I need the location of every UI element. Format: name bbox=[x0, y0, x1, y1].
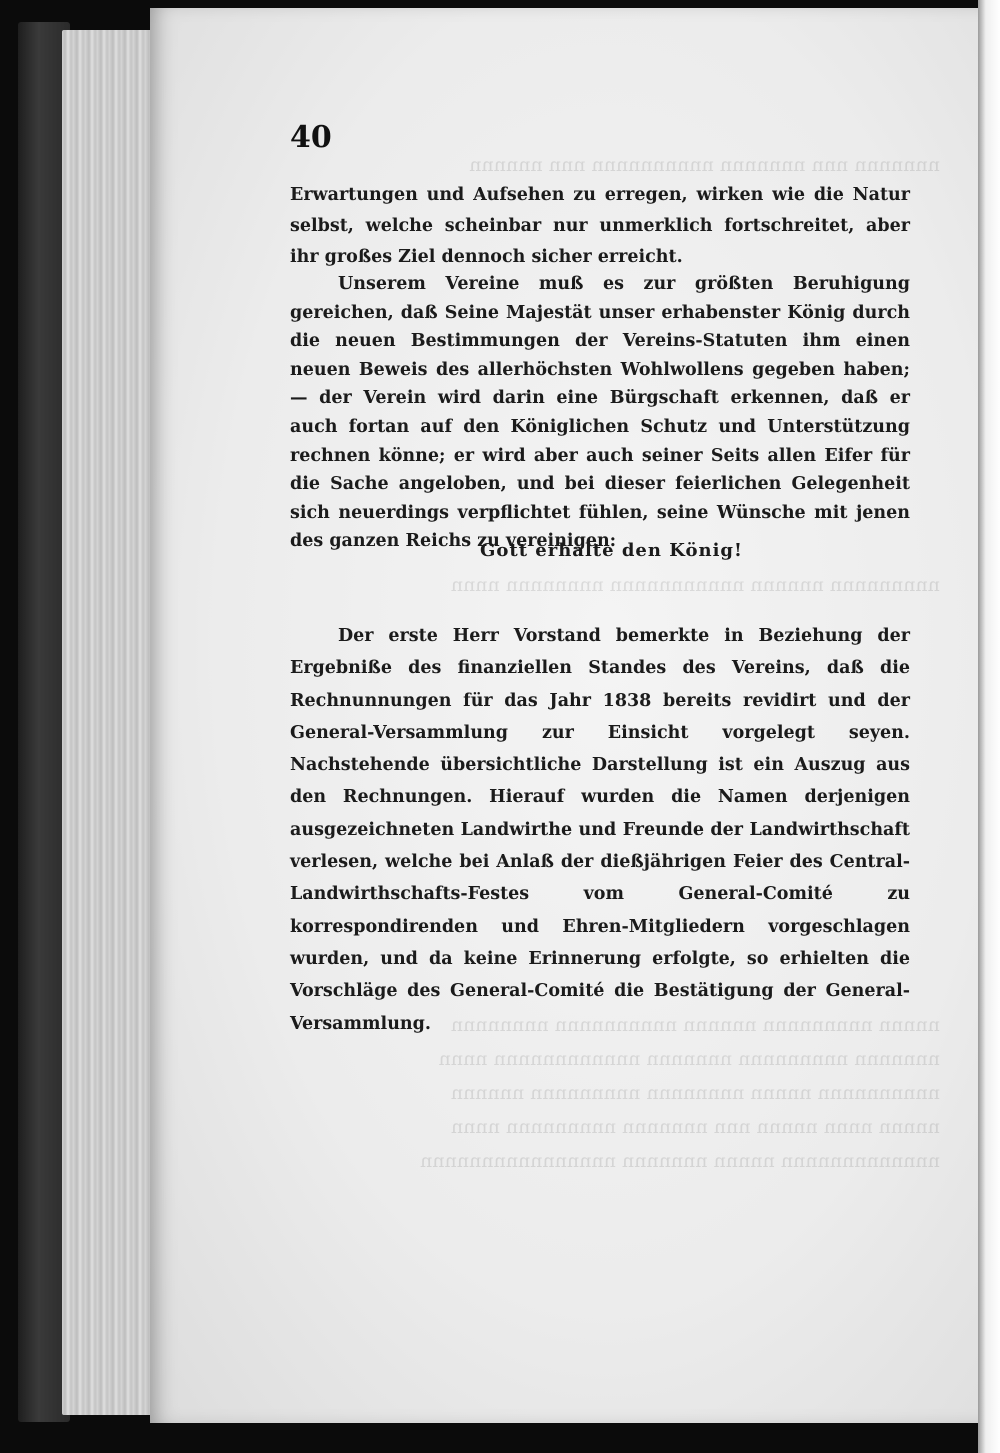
bleed-through-text: nnnnnnnnnn nnnnn nnnnnnnn nnnnnnnnn nnnnnn bbox=[450, 1082, 940, 1104]
bleed-through-text: nnnnnnn nnnnnnnnn nnnnnnn nnnnnnnnnnnn nnnn bbox=[438, 1048, 940, 1070]
bleed-through-text: nnnnnnn nnn nnnnnnn nnnnnnnnnn nnn nnnnnn bbox=[469, 154, 940, 176]
paragraph: Unserem Vereine muß es zur größten Beruhigung gereichen, daß Seine Majestät unser erhabenster König durch die neuen Bestimmungen der Vereins-Statuten ihm einen neuen Beweis des allerhöchsten Wohlwollens gegeben haben; — der Verein wird darin eine Bürgschaft erkennen, daß er auch fortan auf den Königlichen Schutz und Unterstützung rechnen könne; er wird aber auch seiner Seits allen Eifer für die Sache angeloben, und bei dieser feierlichen Gelegenheit sich neuerdings verpflichtet fühlen, seine Wünsche mit jenen des ganzen Reichs zu vereinigen: bbox=[290, 274, 910, 552]
bleed-through-text: nnnnnnnnn nnnnnn nnnnnnnnnnn nnnnnnnn nnnn bbox=[450, 574, 940, 596]
paragraph: Erwartungen und Aufsehen zu erregen, wirken wie die Natur selbst, welche scheinbar nur unmerklich fortschreitet, aber ihr großes Ziel dennoch sicher erreicht. bbox=[290, 185, 910, 267]
page-right-edge bbox=[978, 0, 1000, 1453]
paragraph: Der erste Herr Vorstand bemerkte in Beziehung der Ergebniße des finanziellen Standes des Vereins, daß die Rechnunnungen für das Jahr 1838 bereits revidirt und der General-Versammlung zur Einsicht vorgelegt seyen. Nachstehende übersichtliche Darstellung ist ein Auszug aus den Rechnungen. Hierauf wurden die Namen derjenigen ausgezeichneten Landwirthe und Freunde der Landwirthschaft verlesen, welche bei Anlaß der dießjährigen Feier des Central-Landwirthschafts-Festes vom General-Comité zu korrespondirenden und Ehren-Mitgliedern vorgeschlagen wurden, und da keine Erinnerung erfolgte, so erhielten die Vorschläge des General-Comité die Bestätigung der General-Versammlung. bbox=[290, 626, 910, 1034]
bleed-through-text: nnnnn nnnnnnnnn nnnnnn nnnnnnnnnn nnnnnnnn bbox=[450, 1014, 940, 1036]
bleed-through-text: nnnnn nnnn nnnnn nnn nnnnnnn nnnnnnnnn nnnn bbox=[451, 1116, 940, 1138]
bleed-through-text: nnnnnnnnnnnnn nnnnn nnnnnnn nnnnnnnnnnnnnnnn bbox=[420, 1150, 940, 1172]
closing-line: Gott erhalte den König! bbox=[480, 540, 743, 561]
page-number: 40 bbox=[290, 120, 332, 155]
book-page bbox=[150, 8, 980, 1423]
